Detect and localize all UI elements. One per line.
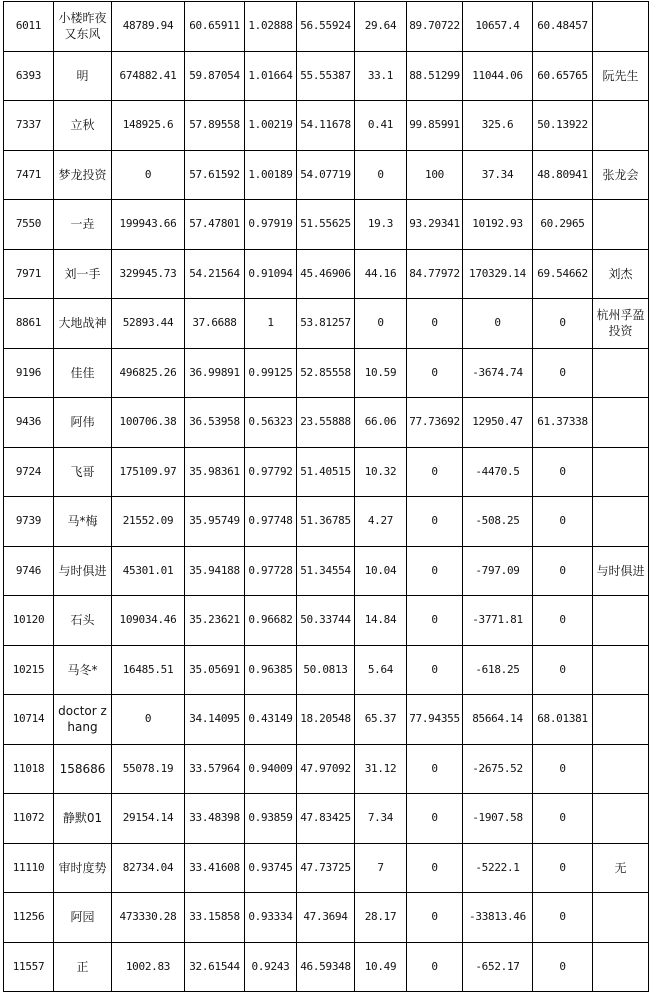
cell-id: 7550 bbox=[4, 200, 54, 250]
cell-note bbox=[593, 645, 649, 695]
cell-id: 7971 bbox=[4, 249, 54, 299]
cell-ratio: 0.97919 bbox=[245, 200, 297, 250]
cell-rate: 99.85991 bbox=[407, 101, 463, 151]
table-row bbox=[4, 695, 649, 745]
cell-note: 无 bbox=[593, 843, 649, 893]
cell-value-c: 69.54662 bbox=[533, 249, 593, 299]
cell-pct: 10.32 bbox=[355, 447, 407, 497]
cell-note bbox=[593, 695, 649, 745]
cell-pct: 4.27 bbox=[355, 497, 407, 547]
cell-rate: 88.51299 bbox=[407, 51, 463, 101]
cell-value-a: 35.95749 bbox=[185, 497, 245, 547]
cell-profit: 12950.47 bbox=[463, 398, 533, 448]
cell-pct: 29.64 bbox=[355, 2, 407, 52]
table-row bbox=[4, 299, 649, 349]
cell-note bbox=[593, 200, 649, 250]
cell-id: 9724 bbox=[4, 447, 54, 497]
cell-value-c: 0 bbox=[533, 794, 593, 844]
cell-ratio: 1.00189 bbox=[245, 150, 297, 200]
cell-pct: 10.04 bbox=[355, 546, 407, 596]
cell-value-b: 51.36785 bbox=[297, 497, 355, 547]
cell-amount: 175109.97 bbox=[112, 447, 185, 497]
cell-pct: 10.59 bbox=[355, 348, 407, 398]
cell-name: 佳佳 bbox=[54, 348, 112, 398]
table-row bbox=[4, 645, 649, 695]
cell-id: 11557 bbox=[4, 942, 54, 992]
cell-ratio: 0.91094 bbox=[245, 249, 297, 299]
cell-note: 刘杰 bbox=[593, 249, 649, 299]
cell-name: 刘一手 bbox=[54, 249, 112, 299]
table-row bbox=[4, 150, 649, 200]
cell-profit: -2675.52 bbox=[463, 744, 533, 794]
cell-value-c: 48.80941 bbox=[533, 150, 593, 200]
cell-name: 阿园 bbox=[54, 893, 112, 943]
cell-id: 7471 bbox=[4, 150, 54, 200]
cell-pct: 0 bbox=[355, 150, 407, 200]
cell-rate: 0 bbox=[407, 794, 463, 844]
table-row bbox=[4, 249, 649, 299]
cell-id: 7337 bbox=[4, 101, 54, 151]
cell-value-a: 54.21564 bbox=[185, 249, 245, 299]
cell-id: 9739 bbox=[4, 497, 54, 547]
cell-id: 6393 bbox=[4, 51, 54, 101]
cell-value-b: 56.55924 bbox=[297, 2, 355, 52]
cell-value-c: 0 bbox=[533, 645, 593, 695]
cell-name: 审时度势 bbox=[54, 843, 112, 893]
cell-profit: 325.6 bbox=[463, 101, 533, 151]
cell-value-a: 32.61544 bbox=[185, 942, 245, 992]
cell-value-b: 47.97092 bbox=[297, 744, 355, 794]
data-table bbox=[3, 1, 649, 992]
cell-amount: 45301.01 bbox=[112, 546, 185, 596]
cell-rate: 100 bbox=[407, 150, 463, 200]
cell-name: 一垚 bbox=[54, 200, 112, 250]
cell-name: 马*梅 bbox=[54, 497, 112, 547]
table-row bbox=[4, 596, 649, 646]
cell-value-c: 60.65765 bbox=[533, 51, 593, 101]
table-row bbox=[4, 101, 649, 151]
cell-amount: 199943.66 bbox=[112, 200, 185, 250]
table-row bbox=[4, 348, 649, 398]
cell-rate: 0 bbox=[407, 596, 463, 646]
cell-note bbox=[593, 744, 649, 794]
cell-pct: 0.41 bbox=[355, 101, 407, 151]
cell-amount: 674882.41 bbox=[112, 51, 185, 101]
cell-rate: 0 bbox=[407, 447, 463, 497]
table-row bbox=[4, 893, 649, 943]
cell-ratio: 1.02888 bbox=[245, 2, 297, 52]
cell-amount: 55078.19 bbox=[112, 744, 185, 794]
cell-pct: 31.12 bbox=[355, 744, 407, 794]
cell-value-c: 0 bbox=[533, 843, 593, 893]
cell-profit: -618.25 bbox=[463, 645, 533, 695]
cell-name: 小楼昨夜又东风 bbox=[54, 2, 112, 52]
cell-value-b: 47.83425 bbox=[297, 794, 355, 844]
cell-note bbox=[593, 348, 649, 398]
cell-id: 9436 bbox=[4, 398, 54, 448]
cell-value-a: 37.6688 bbox=[185, 299, 245, 349]
cell-ratio: 0.97728 bbox=[245, 546, 297, 596]
cell-pct: 28.17 bbox=[355, 893, 407, 943]
cell-value-a: 36.99891 bbox=[185, 348, 245, 398]
cell-value-a: 35.94188 bbox=[185, 546, 245, 596]
cell-rate: 89.70722 bbox=[407, 2, 463, 52]
cell-pct: 66.06 bbox=[355, 398, 407, 448]
table-row bbox=[4, 794, 649, 844]
cell-id: 6011 bbox=[4, 2, 54, 52]
cell-value-a: 34.14095 bbox=[185, 695, 245, 745]
cell-note bbox=[593, 893, 649, 943]
cell-amount: 82734.04 bbox=[112, 843, 185, 893]
cell-id: 9746 bbox=[4, 546, 54, 596]
table-row bbox=[4, 942, 649, 992]
cell-name: 阿伟 bbox=[54, 398, 112, 448]
cell-rate: 0 bbox=[407, 645, 463, 695]
cell-value-b: 53.81257 bbox=[297, 299, 355, 349]
cell-value-b: 51.34554 bbox=[297, 546, 355, 596]
cell-ratio: 1.00219 bbox=[245, 101, 297, 151]
cell-amount: 16485.51 bbox=[112, 645, 185, 695]
cell-name: 158686 bbox=[54, 744, 112, 794]
cell-pct: 7.34 bbox=[355, 794, 407, 844]
cell-note bbox=[593, 794, 649, 844]
cell-note bbox=[593, 2, 649, 52]
cell-amount: 100706.38 bbox=[112, 398, 185, 448]
cell-amount: 329945.73 bbox=[112, 249, 185, 299]
cell-ratio: 0.9243 bbox=[245, 942, 297, 992]
cell-ratio: 1 bbox=[245, 299, 297, 349]
cell-rate: 77.94355 bbox=[407, 695, 463, 745]
cell-note bbox=[593, 447, 649, 497]
cell-note: 阮先生 bbox=[593, 51, 649, 101]
cell-value-c: 68.01381 bbox=[533, 695, 593, 745]
cell-value-a: 33.15858 bbox=[185, 893, 245, 943]
cell-rate: 93.29341 bbox=[407, 200, 463, 250]
cell-ratio: 0.56323 bbox=[245, 398, 297, 448]
cell-ratio: 0.99125 bbox=[245, 348, 297, 398]
cell-value-c: 0 bbox=[533, 497, 593, 547]
cell-ratio: 0.97748 bbox=[245, 497, 297, 547]
cell-value-c: 60.2965 bbox=[533, 200, 593, 250]
cell-value-b: 46.59348 bbox=[297, 942, 355, 992]
cell-value-a: 60.65911 bbox=[185, 2, 245, 52]
cell-note bbox=[593, 101, 649, 151]
cell-value-b: 50.0813 bbox=[297, 645, 355, 695]
table-row bbox=[4, 546, 649, 596]
cell-value-a: 57.89558 bbox=[185, 101, 245, 151]
cell-pct: 7 bbox=[355, 843, 407, 893]
cell-id: 11072 bbox=[4, 794, 54, 844]
cell-name: 马冬* bbox=[54, 645, 112, 695]
cell-value-b: 47.3694 bbox=[297, 893, 355, 943]
cell-id: 8861 bbox=[4, 299, 54, 349]
cell-note bbox=[593, 398, 649, 448]
cell-profit: 37.34 bbox=[463, 150, 533, 200]
cell-value-a: 36.53958 bbox=[185, 398, 245, 448]
cell-value-b: 50.33744 bbox=[297, 596, 355, 646]
cell-value-b: 55.55387 bbox=[297, 51, 355, 101]
cell-value-a: 57.47801 bbox=[185, 200, 245, 250]
table-row bbox=[4, 398, 649, 448]
cell-note: 张龙会 bbox=[593, 150, 649, 200]
cell-value-a: 35.05691 bbox=[185, 645, 245, 695]
cell-rate: 0 bbox=[407, 942, 463, 992]
cell-profit: -652.17 bbox=[463, 942, 533, 992]
cell-value-a: 35.23621 bbox=[185, 596, 245, 646]
cell-profit: 85664.14 bbox=[463, 695, 533, 745]
cell-value-c: 61.37338 bbox=[533, 398, 593, 448]
cell-value-b: 51.40515 bbox=[297, 447, 355, 497]
cell-value-b: 23.55888 bbox=[297, 398, 355, 448]
cell-name: 大地战神 bbox=[54, 299, 112, 349]
cell-pct: 0 bbox=[355, 299, 407, 349]
cell-ratio: 0.96682 bbox=[245, 596, 297, 646]
cell-profit: 0 bbox=[463, 299, 533, 349]
cell-profit: 11044.06 bbox=[463, 51, 533, 101]
cell-id: 11110 bbox=[4, 843, 54, 893]
cell-pct: 33.1 bbox=[355, 51, 407, 101]
cell-name: 正 bbox=[54, 942, 112, 992]
cell-name: 与时俱进 bbox=[54, 546, 112, 596]
cell-id: 11018 bbox=[4, 744, 54, 794]
cell-amount: 48789.94 bbox=[112, 2, 185, 52]
cell-pct: 44.16 bbox=[355, 249, 407, 299]
cell-ratio: 0.97792 bbox=[245, 447, 297, 497]
cell-value-c: 0 bbox=[533, 596, 593, 646]
cell-amount: 21552.09 bbox=[112, 497, 185, 547]
cell-name: 梦龙投资 bbox=[54, 150, 112, 200]
table-row bbox=[4, 2, 649, 52]
cell-amount: 29154.14 bbox=[112, 794, 185, 844]
table-row bbox=[4, 447, 649, 497]
cell-ratio: 0.96385 bbox=[245, 645, 297, 695]
cell-value-b: 54.11678 bbox=[297, 101, 355, 151]
cell-rate: 0 bbox=[407, 497, 463, 547]
cell-value-a: 33.57964 bbox=[185, 744, 245, 794]
cell-rate: 0 bbox=[407, 893, 463, 943]
cell-ratio: 0.93859 bbox=[245, 794, 297, 844]
cell-profit: 10192.93 bbox=[463, 200, 533, 250]
cell-amount: 0 bbox=[112, 695, 185, 745]
cell-id: 9196 bbox=[4, 348, 54, 398]
cell-amount: 0 bbox=[112, 150, 185, 200]
cell-value-a: 59.87054 bbox=[185, 51, 245, 101]
cell-name: 明 bbox=[54, 51, 112, 101]
cell-profit: -5222.1 bbox=[463, 843, 533, 893]
cell-name: doctor zhang bbox=[54, 695, 112, 745]
cell-name: 静默01 bbox=[54, 794, 112, 844]
cell-note: 杭州孚盈投资 bbox=[593, 299, 649, 349]
cell-value-a: 35.98361 bbox=[185, 447, 245, 497]
table-row bbox=[4, 843, 649, 893]
cell-value-b: 47.73725 bbox=[297, 843, 355, 893]
cell-value-b: 51.55625 bbox=[297, 200, 355, 250]
cell-value-c: 0 bbox=[533, 744, 593, 794]
cell-value-c: 60.48457 bbox=[533, 2, 593, 52]
cell-ratio: 0.94009 bbox=[245, 744, 297, 794]
cell-rate: 84.77972 bbox=[407, 249, 463, 299]
cell-ratio: 0.93745 bbox=[245, 843, 297, 893]
cell-rate: 0 bbox=[407, 843, 463, 893]
cell-id: 10120 bbox=[4, 596, 54, 646]
cell-rate: 0 bbox=[407, 299, 463, 349]
cell-profit: -4470.5 bbox=[463, 447, 533, 497]
table-body bbox=[4, 2, 649, 992]
cell-profit: -797.09 bbox=[463, 546, 533, 596]
cell-rate: 0 bbox=[407, 744, 463, 794]
cell-rate: 77.73692 bbox=[407, 398, 463, 448]
cell-value-b: 18.20548 bbox=[297, 695, 355, 745]
cell-name: 石头 bbox=[54, 596, 112, 646]
cell-amount: 496825.26 bbox=[112, 348, 185, 398]
cell-amount: 473330.28 bbox=[112, 893, 185, 943]
cell-value-a: 57.61592 bbox=[185, 150, 245, 200]
cell-name: 立秋 bbox=[54, 101, 112, 151]
cell-amount: 52893.44 bbox=[112, 299, 185, 349]
cell-ratio: 0.93334 bbox=[245, 893, 297, 943]
cell-ratio: 1.01664 bbox=[245, 51, 297, 101]
cell-ratio: 0.43149 bbox=[245, 695, 297, 745]
cell-profit: -33813.46 bbox=[463, 893, 533, 943]
cell-id: 10714 bbox=[4, 695, 54, 745]
cell-value-b: 52.85558 bbox=[297, 348, 355, 398]
cell-profit: -3674.74 bbox=[463, 348, 533, 398]
cell-note bbox=[593, 596, 649, 646]
cell-pct: 14.84 bbox=[355, 596, 407, 646]
table-row bbox=[4, 51, 649, 101]
cell-note: 与时俱进 bbox=[593, 546, 649, 596]
cell-value-c: 0 bbox=[533, 299, 593, 349]
cell-pct: 10.49 bbox=[355, 942, 407, 992]
cell-pct: 5.64 bbox=[355, 645, 407, 695]
cell-value-b: 54.07719 bbox=[297, 150, 355, 200]
table-row bbox=[4, 497, 649, 547]
cell-value-c: 0 bbox=[533, 942, 593, 992]
cell-value-a: 33.41608 bbox=[185, 843, 245, 893]
cell-id: 11256 bbox=[4, 893, 54, 943]
cell-profit: -1907.58 bbox=[463, 794, 533, 844]
cell-value-a: 33.48398 bbox=[185, 794, 245, 844]
cell-value-c: 0 bbox=[533, 893, 593, 943]
table-row bbox=[4, 200, 649, 250]
cell-value-c: 0 bbox=[533, 447, 593, 497]
cell-value-b: 45.46906 bbox=[297, 249, 355, 299]
cell-amount: 1002.83 bbox=[112, 942, 185, 992]
cell-profit: 170329.14 bbox=[463, 249, 533, 299]
cell-note bbox=[593, 942, 649, 992]
cell-profit: -3771.81 bbox=[463, 596, 533, 646]
cell-name: 飞哥 bbox=[54, 447, 112, 497]
cell-rate: 0 bbox=[407, 546, 463, 596]
cell-value-c: 0 bbox=[533, 546, 593, 596]
cell-id: 10215 bbox=[4, 645, 54, 695]
cell-pct: 65.37 bbox=[355, 695, 407, 745]
table-row bbox=[4, 744, 649, 794]
cell-note bbox=[593, 497, 649, 547]
cell-profit: -508.25 bbox=[463, 497, 533, 547]
cell-amount: 109034.46 bbox=[112, 596, 185, 646]
cell-profit: 10657.4 bbox=[463, 2, 533, 52]
cell-rate: 0 bbox=[407, 348, 463, 398]
cell-value-c: 0 bbox=[533, 348, 593, 398]
cell-value-c: 50.13922 bbox=[533, 101, 593, 151]
cell-pct: 19.3 bbox=[355, 200, 407, 250]
cell-amount: 148925.6 bbox=[112, 101, 185, 151]
